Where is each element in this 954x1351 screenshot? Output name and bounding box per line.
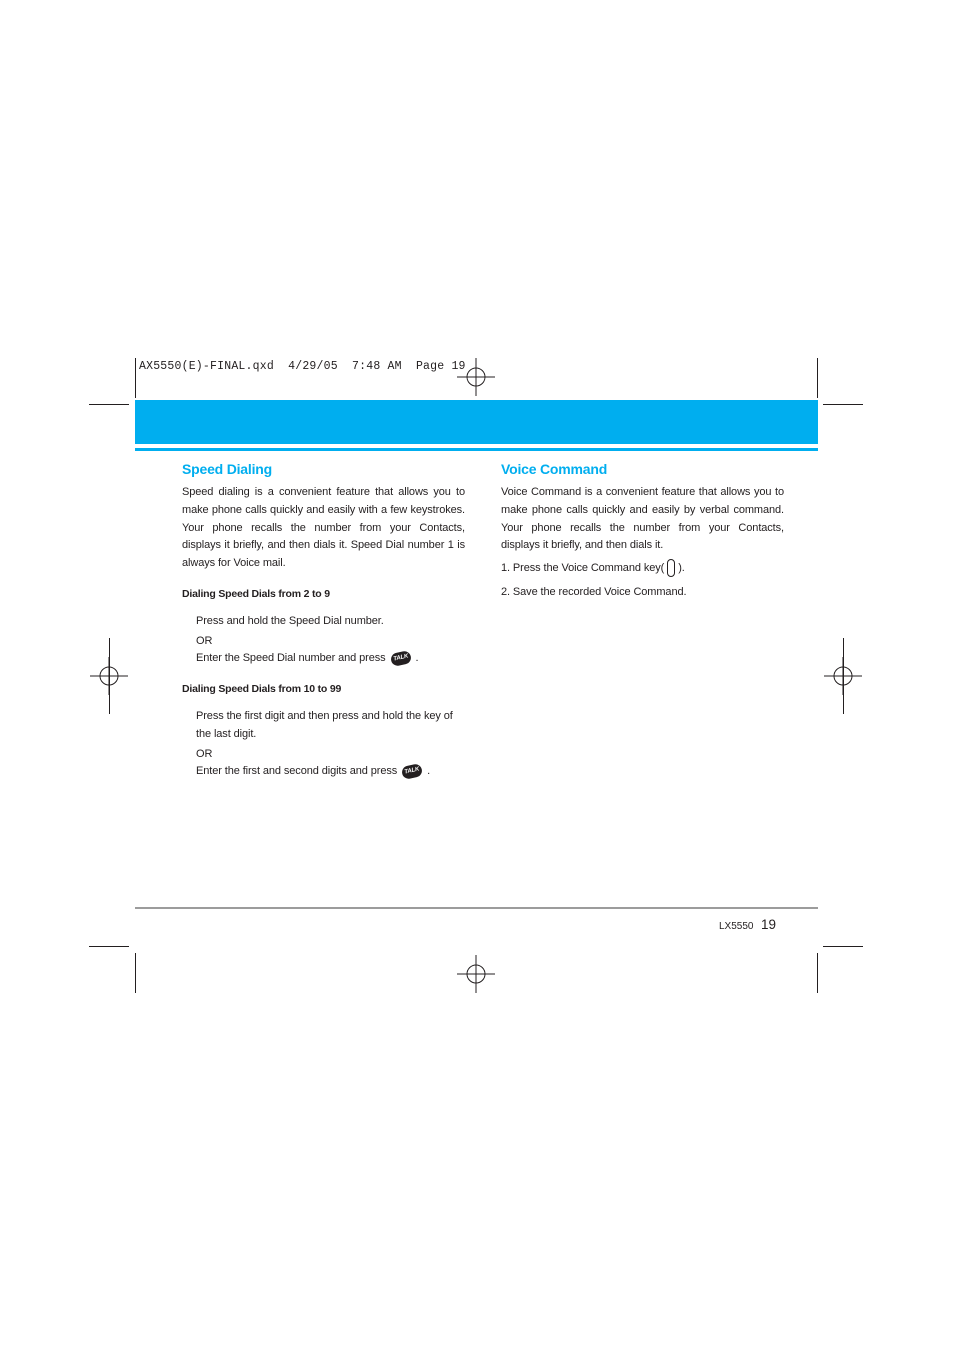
registration-mark-icon: [457, 955, 495, 993]
header-rule: [135, 448, 818, 451]
voice-step-1: [501, 559, 685, 577]
talk-key-icon: TALK: [401, 763, 423, 780]
step-first-digit-line2: the last digit.: [196, 728, 257, 740]
crop-mark: [817, 953, 818, 993]
step-text: 1. Press the Voice Command key(: [501, 561, 665, 574]
voice-command-title: Voice Command: [501, 461, 608, 477]
section-heading-10-to-99: Dialing Speed Dials from 10 to 99: [182, 683, 342, 695]
page-number: 19: [760, 917, 776, 932]
crop-mark: [817, 358, 818, 398]
step-text: Enter the first and second digits and press: [196, 765, 398, 777]
registration-mark-icon: [457, 358, 495, 396]
slug-line: AX5550(E)-FINAL.qxd 4/29/05 7:48 AM Page 19: [139, 360, 466, 373]
or-label: OR: [196, 635, 213, 647]
talk-key-icon: TALK: [389, 650, 411, 667]
voice-step-2: 2. Save the recorded Voice Command.: [501, 586, 687, 598]
crop-mark: [89, 404, 129, 405]
speed-dialing-title: Speed Dialing: [182, 461, 272, 477]
step-first-digit-line1: Press the first digit and then press and hold the key of: [196, 710, 453, 722]
step-end: .: [427, 765, 431, 777]
crop-mark: [135, 358, 136, 398]
crop-mark: [823, 946, 863, 947]
step-end: .: [415, 652, 419, 664]
crop-mark: [135, 953, 136, 993]
step-enter-digits: [196, 763, 430, 780]
registration-line: [109, 638, 110, 714]
step-end: ).: [678, 561, 685, 574]
speed-dialing-intro: Speed dialing is a convenient feature that allows you to make phone calls quickly and easily with a few keystrokes. Your phone recalls the number from your Contacts, displays it briefly, and then dials it. Speed Dial number 1 is always for Voice mail.: [182, 486, 465, 570]
section-heading-2-to-9: Dialing Speed Dials from 2 to 9: [182, 588, 330, 600]
step-press-hold: Press and hold the Speed Dial number.: [196, 615, 384, 627]
step-enter-speed-dial: [196, 650, 418, 667]
header-band: [135, 400, 818, 444]
registration-line: [843, 638, 844, 714]
model-label: LX5550: [719, 921, 754, 932]
voice-command-key-icon: [667, 559, 675, 577]
voice-command-intro: Voice Command is a convenient feature that allows you to make phone calls quickly and easily by verbal command. Your phone recalls the number from your Contacts, displays it briefly, and then dials it.: [501, 486, 784, 552]
step-text: Enter the Speed Dial number and press: [196, 652, 386, 664]
page-footer: [719, 916, 776, 934]
crop-mark: [823, 404, 863, 405]
or-label: OR: [196, 748, 213, 760]
crop-mark: [89, 946, 129, 947]
footer-rule: [135, 907, 818, 909]
